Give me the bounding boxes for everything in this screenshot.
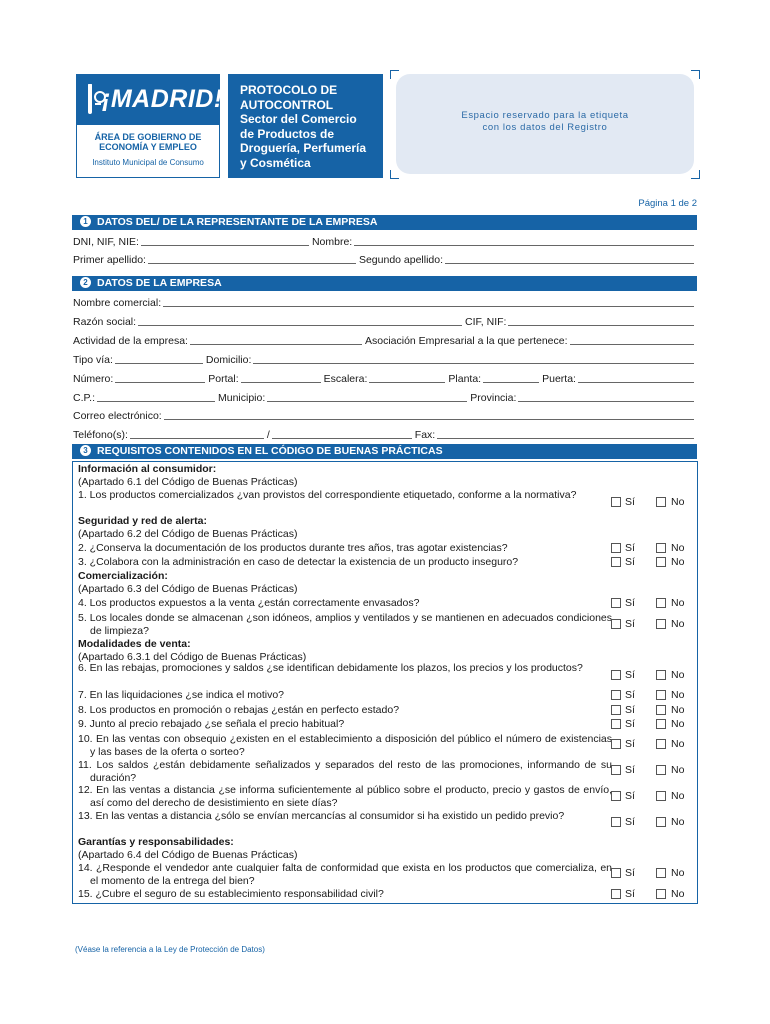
municipio-label: Municipio: bbox=[217, 392, 266, 404]
category-heading: Seguridad y red de alerta: bbox=[78, 515, 207, 527]
checkbox-si-q2[interactable] bbox=[611, 543, 621, 553]
area-box bbox=[76, 124, 220, 178]
category-reference: (Apartado 6.1 del Código de Buenas Prácticas) bbox=[78, 476, 298, 488]
telefono-label: Teléfono(s): bbox=[73, 429, 128, 441]
tipo-via-field[interactable] bbox=[115, 354, 203, 364]
question-12: 12. En las ventas a distancia ¿se informa suficientemente al público sobre el producto, precio y gastos de envío, así como del derecho de desistimiento en siete días? bbox=[78, 784, 612, 809]
domicilio-label: Domicilio: bbox=[205, 354, 252, 366]
checkbox-no-q15[interactable] bbox=[656, 889, 666, 899]
fax-field[interactable] bbox=[437, 429, 694, 439]
question-4: 4. Los productos expuestos a la venta ¿están correctamente envasados? bbox=[78, 597, 420, 609]
label-si: Sí bbox=[625, 496, 635, 508]
actividad-label: Actividad de la empresa: bbox=[73, 335, 188, 347]
row-domicilio bbox=[73, 352, 697, 366]
label-si: Sí bbox=[625, 556, 635, 568]
protocol-title bbox=[228, 74, 383, 178]
page-number: Página 1 de 2 bbox=[638, 198, 697, 209]
segundo-apellido-field[interactable] bbox=[445, 254, 694, 264]
escalera-field[interactable] bbox=[369, 373, 445, 383]
checkbox-si-q14[interactable] bbox=[611, 868, 621, 878]
question-1: 1. Los productos comercializados ¿van provistos del correspondiente etiquetado, conforme a la normativa? bbox=[78, 489, 577, 501]
primer-apellido-field[interactable] bbox=[148, 254, 356, 264]
provincia-field[interactable] bbox=[518, 392, 694, 402]
checkbox-si-q7[interactable] bbox=[611, 690, 621, 700]
label-si: Sí bbox=[625, 816, 635, 828]
label-no: No bbox=[671, 738, 685, 750]
label-no: No bbox=[671, 689, 685, 701]
checkbox-no-q14[interactable] bbox=[656, 868, 666, 878]
checkbox-no-q1[interactable] bbox=[656, 497, 666, 507]
category-heading: Garantías y responsabilidades: bbox=[78, 836, 234, 848]
protocol-line: y Cosmética bbox=[240, 155, 311, 170]
telefono-field-2[interactable] bbox=[272, 429, 412, 439]
label-si: Sí bbox=[625, 689, 635, 701]
data-protection-note: (Véase la referencia a la Ley de Protección de Datos) bbox=[75, 945, 265, 954]
label-line-1: Espacio reservado para la etiqueta bbox=[461, 110, 629, 121]
portal-label: Portal: bbox=[208, 373, 239, 385]
logo-text: ¡MADRID! bbox=[102, 84, 223, 113]
protocol-line: Droguería, Perfumería bbox=[240, 141, 367, 155]
checkbox-si-q15[interactable] bbox=[611, 889, 621, 899]
question-14: 14. ¿Responde el vendedor ante cualquier falta de conformidad que exista en los productos que comercializa, en el momento de la entrega del bien? bbox=[78, 862, 612, 887]
question-8: 8. Los productos en promoción o rebajas ¿están en perfecto estado? bbox=[78, 704, 400, 716]
label-no: No bbox=[671, 816, 685, 828]
checkbox-si-q6[interactable] bbox=[611, 670, 621, 680]
label-no: No bbox=[671, 669, 685, 681]
numero-field[interactable] bbox=[115, 373, 205, 383]
label-no: No bbox=[671, 597, 685, 609]
protocol-line: Sector del Comercio bbox=[240, 112, 357, 126]
domicilio-field[interactable] bbox=[253, 354, 694, 364]
nombre-comercial-field[interactable] bbox=[163, 297, 694, 307]
row-telefono bbox=[73, 427, 697, 441]
cp-label: C.P.: bbox=[73, 392, 95, 404]
section-3-header bbox=[72, 444, 697, 459]
label-no: No bbox=[671, 496, 685, 508]
label-si: Sí bbox=[625, 718, 635, 730]
section-number: 1 bbox=[80, 216, 91, 227]
planta-field[interactable] bbox=[483, 373, 539, 383]
area-title-line-1: ÁREA DE GOBIERNO DE bbox=[94, 132, 202, 142]
label-no: No bbox=[671, 867, 685, 879]
checkbox-no-q4[interactable] bbox=[656, 598, 666, 608]
protocol-line: de Productos de bbox=[240, 126, 335, 141]
label-no: No bbox=[671, 542, 685, 554]
row-direccion bbox=[73, 371, 697, 385]
provincia-label: Provincia: bbox=[470, 392, 517, 404]
checkbox-si-q1[interactable] bbox=[611, 497, 621, 507]
area-title-line-2: ECONOMÍA Y EMPLEO bbox=[99, 142, 197, 152]
checkbox-no-q7[interactable] bbox=[656, 690, 666, 700]
checkbox-no-q10[interactable] bbox=[656, 739, 666, 749]
segundo-apellido-label: Segundo apellido: bbox=[358, 254, 444, 266]
madrid-logo bbox=[76, 74, 223, 124]
label-no: No bbox=[671, 618, 685, 630]
label-si: Sí bbox=[625, 738, 635, 750]
checkbox-si-q13[interactable] bbox=[611, 817, 621, 827]
category-reference: (Apartado 6.3.1 del Código de Buenas Prácticas) bbox=[78, 651, 307, 663]
numero-label: Número: bbox=[73, 373, 114, 385]
label-si: Sí bbox=[625, 888, 635, 900]
row-nombre-comercial bbox=[73, 295, 697, 309]
row-dni bbox=[73, 234, 697, 248]
checkbox-no-q6[interactable] bbox=[656, 670, 666, 680]
puerta-field[interactable] bbox=[578, 373, 694, 383]
label-si: Sí bbox=[625, 597, 635, 609]
section-number: 3 bbox=[80, 445, 91, 456]
question-11: 11. Los saldos ¿están debidamente señalizados y separados del resto de las promociones, informando de su duración? bbox=[78, 759, 612, 784]
section-title: DATOS DEL/ DE LA REPRESENTANTE DE LA EMPRESA bbox=[97, 216, 378, 228]
area-subtitle: Instituto Municipal de Consumo bbox=[92, 158, 204, 167]
question-6: 6. En las rebajas, promociones y saldos ¿se identifican debidamente los plazos, los precios y los productos? bbox=[78, 662, 583, 674]
label-line-2: con los datos del Registro bbox=[482, 122, 608, 133]
checkbox-si-q10[interactable] bbox=[611, 739, 621, 749]
corner-mark bbox=[390, 170, 399, 179]
label-no: No bbox=[671, 764, 685, 776]
telefono-separator: / bbox=[266, 429, 270, 441]
label-no: No bbox=[671, 790, 685, 802]
puerta-label: Puerta: bbox=[542, 373, 576, 385]
cif-field[interactable] bbox=[508, 316, 694, 326]
tipo-via-label: Tipo vía: bbox=[73, 354, 113, 366]
question-2: 2. ¿Conserva la documentación de los productos durante tres años, tras agotar existencias? bbox=[78, 542, 508, 554]
category-heading: Comercialización: bbox=[78, 570, 168, 582]
section-1-header bbox=[72, 215, 697, 230]
coat-of-arms-icon bbox=[88, 84, 92, 114]
escalera-label: Escalera: bbox=[323, 373, 368, 385]
category-reference: (Apartado 6.4 del Código de Buenas Prácticas) bbox=[78, 849, 298, 861]
label-si: Sí bbox=[625, 618, 635, 630]
portal-field[interactable] bbox=[241, 373, 321, 383]
razon-social-field[interactable] bbox=[138, 316, 462, 326]
checkbox-no-q2[interactable] bbox=[656, 543, 666, 553]
fax-label: Fax: bbox=[414, 429, 436, 441]
question-9: 9. Junto al precio rebajado ¿se señala el precio habitual? bbox=[78, 718, 345, 730]
label-si: Sí bbox=[625, 669, 635, 681]
correo-label: Correo electrónico: bbox=[73, 410, 162, 422]
municipio-field[interactable] bbox=[267, 392, 467, 402]
nombre-comercial-label: Nombre comercial: bbox=[73, 297, 162, 309]
question-7: 7. En las liquidaciones ¿se indica el motivo? bbox=[78, 689, 285, 701]
checkbox-no-q12[interactable] bbox=[656, 791, 666, 801]
question-10: 10. En las ventas con obsequio ¿existen en el establecimiento a disposición del público el número de existencias y las bases de la oferta o sorteo? bbox=[78, 733, 612, 758]
checkbox-no-q5[interactable] bbox=[656, 619, 666, 629]
checkbox-si-q8[interactable] bbox=[611, 705, 621, 715]
row-localidad bbox=[73, 390, 697, 404]
label-si: Sí bbox=[625, 790, 635, 802]
asociacion-label: Asociación Empresarial a la que pertenece: bbox=[364, 335, 568, 347]
label-si: Sí bbox=[625, 542, 635, 554]
category-heading: Modalidades de venta: bbox=[78, 638, 191, 650]
protocol-line: AUTOCONTROL bbox=[240, 97, 334, 112]
area-title bbox=[77, 132, 219, 152]
dni-field[interactable] bbox=[141, 236, 309, 246]
actividad-field[interactable] bbox=[190, 335, 362, 345]
label-no: No bbox=[671, 704, 685, 716]
cif-label: CIF, NIF: bbox=[465, 316, 507, 328]
correo-field[interactable] bbox=[164, 410, 694, 420]
label-si: Sí bbox=[625, 704, 635, 716]
razon-social-label: Razón social: bbox=[73, 316, 137, 328]
section-title: REQUISITOS CONTENIDOS EN EL CÓDIGO DE BUENAS PRÁCTICAS bbox=[97, 445, 443, 457]
nombre-label: Nombre: bbox=[311, 236, 353, 248]
corner-mark bbox=[390, 70, 399, 79]
protocol-line: PROTOCOLO DE bbox=[240, 83, 338, 97]
checkbox-no-q9[interactable] bbox=[656, 719, 666, 729]
section-number: 2 bbox=[80, 277, 91, 288]
row-razon-social bbox=[73, 314, 697, 328]
label-no: No bbox=[671, 556, 685, 568]
category-reference: (Apartado 6.2 del Código de Buenas Prácticas) bbox=[78, 528, 298, 540]
category-heading: Información al consumidor: bbox=[78, 463, 217, 475]
planta-label: Planta: bbox=[448, 373, 482, 385]
row-apellidos bbox=[73, 252, 697, 266]
label-si: Sí bbox=[625, 867, 635, 879]
nombre-field[interactable] bbox=[354, 236, 694, 246]
corner-mark bbox=[691, 70, 700, 79]
category-reference: (Apartado 6.3 del Código de Buenas Prácticas) bbox=[78, 583, 298, 595]
checkbox-si-q4[interactable] bbox=[611, 598, 621, 608]
checkbox-no-q3[interactable] bbox=[656, 557, 666, 567]
question-3: 3. ¿Colabora con la administración en caso de detectar la existencia de un producto inseguro? bbox=[78, 556, 519, 568]
section-title: DATOS DE LA EMPRESA bbox=[97, 277, 222, 289]
checkbox-si-q3[interactable] bbox=[611, 557, 621, 567]
label-no: No bbox=[671, 888, 685, 900]
question-13: 13. En las ventas a distancia ¿sólo se envían mercancías al consumidor si ha existido un pedido previo? bbox=[78, 810, 565, 822]
checkbox-no-q8[interactable] bbox=[656, 705, 666, 715]
checkbox-si-q12[interactable] bbox=[611, 791, 621, 801]
label-si: Sí bbox=[625, 764, 635, 776]
dni-label: DNI, NIF, NIE: bbox=[73, 236, 139, 248]
registry-label-text bbox=[396, 110, 694, 134]
section-2-header bbox=[72, 276, 697, 291]
checkbox-si-q5[interactable] bbox=[611, 619, 621, 629]
checkbox-no-q13[interactable] bbox=[656, 817, 666, 827]
checkbox-no-q11[interactable] bbox=[656, 765, 666, 775]
checkbox-si-q9[interactable] bbox=[611, 719, 621, 729]
row-actividad bbox=[73, 333, 697, 347]
question-5: 5. Los locales donde se almacenan ¿son idóneos, amplios y ventilados y se mantienen en adecuados condiciones de limpieza? bbox=[78, 612, 612, 637]
corner-mark bbox=[691, 170, 700, 179]
cp-field[interactable] bbox=[97, 392, 215, 402]
question-15: 15. ¿Cubre el seguro de su establecimiento responsabilidad civil? bbox=[78, 888, 384, 900]
telefono-field-1[interactable] bbox=[130, 429, 264, 439]
checkbox-si-q11[interactable] bbox=[611, 765, 621, 775]
row-correo bbox=[73, 408, 697, 422]
label-no: No bbox=[671, 718, 685, 730]
primer-apellido-label: Primer apellido: bbox=[73, 254, 146, 266]
asociacion-field[interactable] bbox=[570, 335, 694, 345]
